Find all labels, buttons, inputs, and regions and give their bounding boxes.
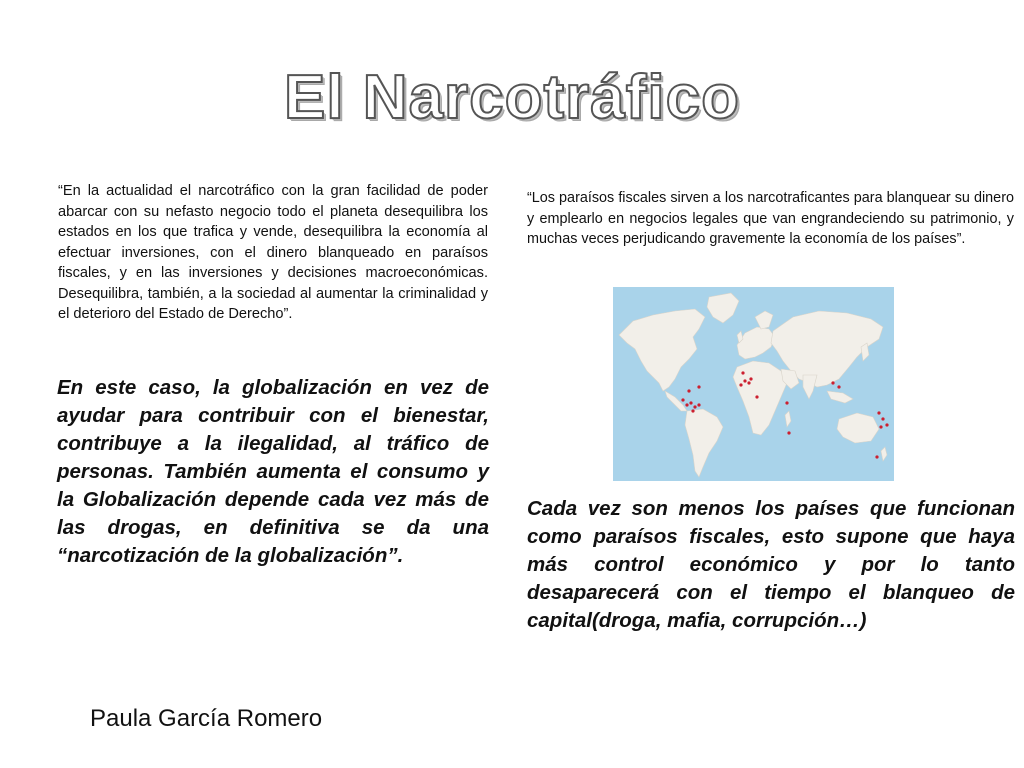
marker xyxy=(879,425,882,428)
slide-title: El Narcotráfico xyxy=(283,63,741,132)
paragraph-left: En este caso, la globalización en vez de ayudar para contribuir con el bienestar, contribuye a la ilegalidad, al tráfico de personas. También aumenta el consumo y la Globalización depende cada vez más de las drogas, en definitiva se da una “narcotización de la globalización”. xyxy=(57,376,489,567)
marker xyxy=(885,423,888,426)
marker xyxy=(693,405,696,408)
marker xyxy=(875,455,878,458)
marker xyxy=(877,411,880,414)
marker xyxy=(881,417,884,420)
paragraph-right: Cada vez son menos los países que funcionan como paraísos fiscales, esto supone que haya más control económico y por lo tanto desaparecerá con el tiempo el blanqueo de capital(droga, mafia, corrupción…) xyxy=(527,497,1015,632)
quote-right: “Los paraísos fiscales sirven a los narcotraficantes para blanquear su dinero y emplearlo en negocios legales que van engrandeciendo su patrimonio, y muchas veces perjudicando gravemente la economía de los países”. xyxy=(527,190,1014,247)
marker xyxy=(749,377,752,380)
marker xyxy=(691,409,694,412)
marker xyxy=(697,403,700,406)
marker xyxy=(741,371,744,374)
marker xyxy=(689,401,692,404)
world-map-tax-havens xyxy=(613,287,894,481)
marker xyxy=(755,395,758,398)
marker xyxy=(681,398,684,401)
marker xyxy=(785,401,788,404)
marker xyxy=(739,383,742,386)
quote-left: “En la actualidad el narcotráfico con la gran facilidad de poder abarcar con su nefasto negocio todo el planeta desequilibra los estados en los que trafica y vende, desequilibra la economía al efectuar inversiones, con el dinero blanqueado en paraísos fiscales, y en las inversiones y decisiones macroeconómicas. Desequilibra, también, a la sociedad al aumentar la criminalidad y el deterioro del Estado de Derecho”. xyxy=(58,183,488,322)
world-map-image xyxy=(613,287,894,481)
marker xyxy=(831,381,834,384)
author-name: Paula García Romero xyxy=(90,705,323,732)
marker xyxy=(837,385,840,388)
marker xyxy=(697,385,700,388)
marker xyxy=(685,403,688,406)
marker xyxy=(787,431,790,434)
marker xyxy=(743,379,746,382)
marker xyxy=(747,381,750,384)
marker xyxy=(687,389,690,392)
